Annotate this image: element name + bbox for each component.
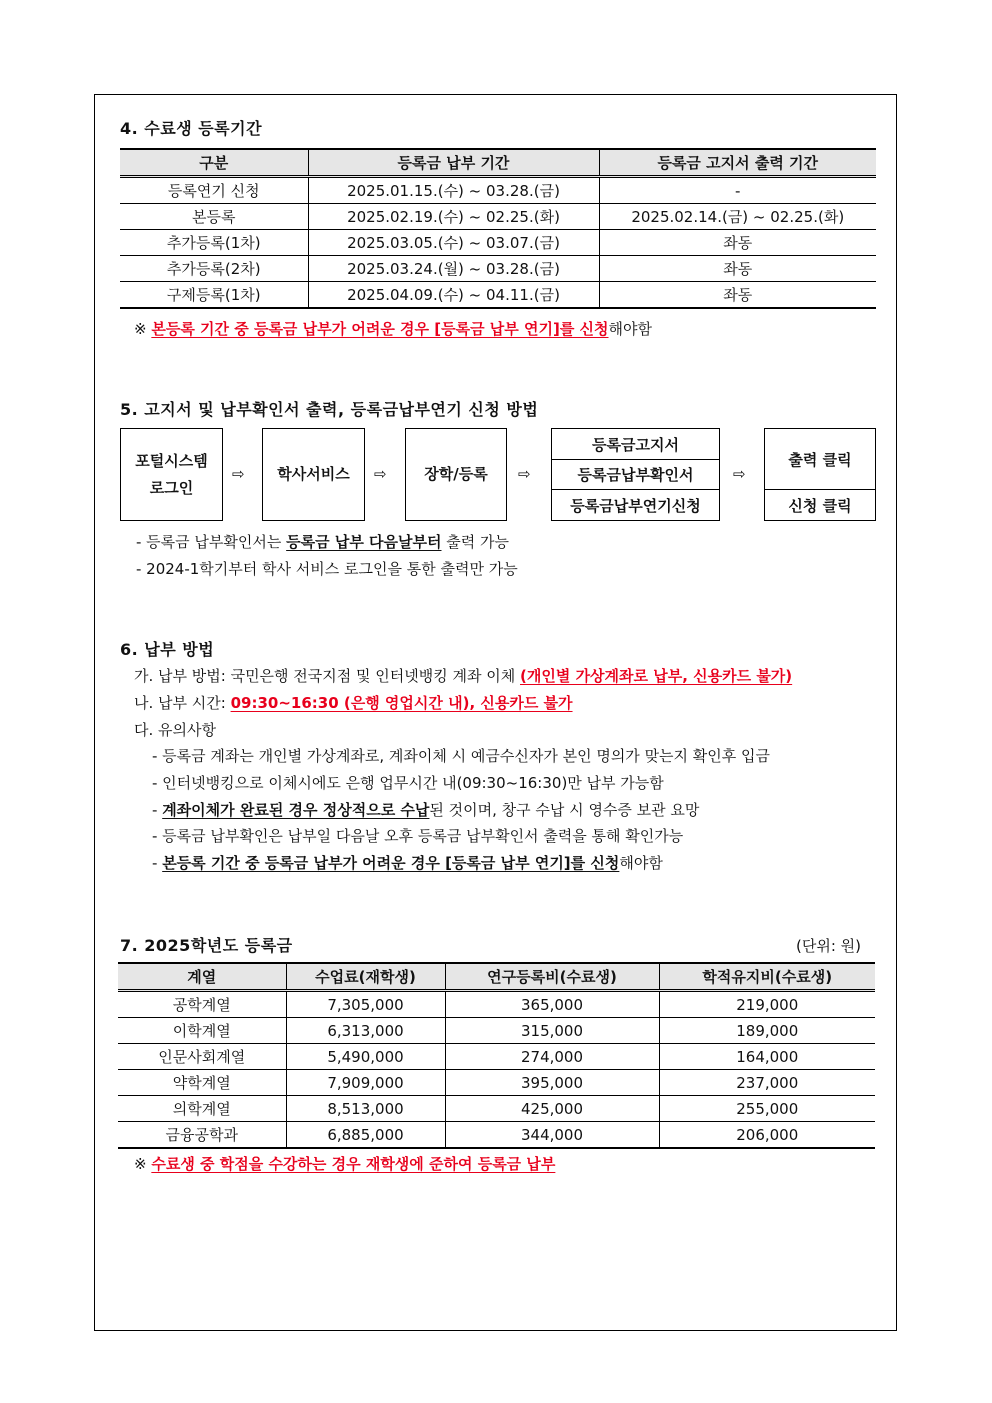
- right-arrow-icon: ⇨: [374, 465, 387, 483]
- table-cell: 6,313,000: [286, 1018, 445, 1044]
- table-cell: 274,000: [445, 1044, 659, 1070]
- table-cell: 8,513,000: [286, 1096, 445, 1122]
- document-options-box: [551, 428, 720, 521]
- payment-method-line: [134, 665, 792, 686]
- apply-click-label: 신청 클릭: [788, 496, 852, 515]
- tuition-table: [118, 962, 875, 1149]
- table-cell: 좌동: [599, 282, 876, 309]
- table-header: 학적유지비(수료생): [659, 963, 875, 991]
- table-cell: 구제등록(1차): [120, 282, 308, 309]
- notice-bullet: [152, 799, 699, 820]
- table-cell: 금융공학과: [118, 1122, 286, 1149]
- table-cell: 본등록: [120, 204, 308, 230]
- table-row: [118, 991, 875, 1018]
- notice-suffix: 된 것이며, 창구 수납 시 영수증 보관 요망: [429, 801, 700, 819]
- table-cell: 인문사회계열: [118, 1044, 286, 1070]
- table-cell: 255,000: [659, 1096, 875, 1122]
- note-mark: ※: [134, 320, 152, 338]
- note-suffix: 해야함: [608, 320, 652, 338]
- table-cell: 7,909,000: [286, 1070, 445, 1096]
- table-header-row: [120, 149, 876, 177]
- table-header: 등록금 고지서 출력 기간: [599, 149, 876, 177]
- table-cell: 의학계열: [118, 1096, 286, 1122]
- section5-bullet2: - 2024-1학기부터 학사 서비스 로그인을 통한 출력만 가능: [136, 560, 518, 578]
- table-cell: 공학계열: [118, 991, 286, 1018]
- notice-bullet: [152, 852, 663, 873]
- table-header: 계열: [118, 963, 286, 991]
- table-cell: 약학계열: [118, 1070, 286, 1096]
- portal-login-box: [120, 428, 223, 521]
- table-cell: 추가등록(2차): [120, 256, 308, 282]
- table-cell: 189,000: [659, 1018, 875, 1044]
- bullet1-emphasis: 등록금 납부 다음날부터: [286, 533, 442, 551]
- table-row: [118, 1096, 875, 1122]
- notice-emphasis: 계좌이체가 완료된 경우 정상적으로 수납: [162, 801, 430, 819]
- payment-method-text: 가. 납부 방법: 국민은행 전국지점 및 인터넷뱅킹 계좌 이체: [134, 667, 521, 685]
- right-arrow-icon: ⇨: [232, 465, 245, 483]
- table-cell: 추가등록(1차): [120, 230, 308, 256]
- table-cell: 2025.04.09.(수) ~ 04.11.(금): [308, 282, 599, 309]
- scholarship-registration-box: 장학/등록: [405, 428, 507, 521]
- notice-bullet: - 등록금 계좌는 개인별 가상계좌로, 계좌이체 시 예금수신자가 본인 명의가 맞는지 확인후 입금: [152, 747, 771, 765]
- option-payment-confirmation: 등록금납부확인서: [552, 460, 719, 490]
- bullet-dash: -: [152, 801, 163, 819]
- payment-method-highlight: (개인별 가상계좌로 납부, 신용카드 불가): [520, 667, 793, 685]
- table-row: [118, 1070, 875, 1096]
- table-row: [118, 1122, 875, 1149]
- section4-title: 4. 수료생 등록기간: [120, 119, 263, 138]
- table-cell: 7,305,000: [286, 991, 445, 1018]
- print-click-label: 출력 클릭: [765, 429, 875, 490]
- bullet1-prefix: - 등록금 납부확인서는: [136, 533, 287, 551]
- table-cell: 좌동: [599, 256, 876, 282]
- table-cell: 164,000: [659, 1044, 875, 1070]
- option-payment-deferral: 등록금납부연기신청: [570, 496, 701, 515]
- notice-heading: 다. 유의사항: [134, 721, 216, 739]
- table-cell: 5,490,000: [286, 1044, 445, 1070]
- table-cell: 2025.02.19.(수) ~ 02.25.(화): [308, 204, 599, 230]
- section5-title: 5. 고지서 및 납부확인서 출력, 등록금납부연기 신청 방법: [120, 400, 539, 419]
- portal-login-line2: 로그인: [149, 478, 194, 497]
- notice-bullet: - 등록금 납부확인은 납부일 다음날 오후 등록금 납부확인서 출력을 통해 확인가능: [152, 827, 684, 845]
- table-cell: -: [599, 177, 876, 204]
- table-header: 등록금 납부 기간: [308, 149, 599, 177]
- table-header: 연구등록비(수료생): [445, 963, 659, 991]
- table-cell: 이학계열: [118, 1018, 286, 1044]
- academic-service-box: 학사서비스: [262, 428, 365, 521]
- note-mark: ※: [134, 1155, 152, 1173]
- table-cell: 425,000: [445, 1096, 659, 1122]
- table-header-row: [118, 963, 875, 991]
- section7-note: [134, 1153, 555, 1174]
- action-box: [764, 428, 876, 521]
- table-cell: 365,000: [445, 991, 659, 1018]
- table-row: [120, 204, 876, 230]
- notice-suffix: 해야함: [619, 854, 663, 872]
- table-cell: 395,000: [445, 1070, 659, 1096]
- table-cell: 315,000: [445, 1018, 659, 1044]
- table-cell: 2025.02.14.(금) ~ 02.25.(화): [599, 204, 876, 230]
- right-arrow-icon: ⇨: [733, 465, 746, 483]
- table-row: [120, 177, 876, 204]
- table-header: 구분: [120, 149, 308, 177]
- section7-title: 7. 2025학년도 등록금: [120, 936, 293, 955]
- table-row: [120, 282, 876, 309]
- table-cell: 2025.03.24.(월) ~ 03.28.(금): [308, 256, 599, 282]
- section6-title: 6. 납부 방법: [120, 640, 215, 659]
- section5-bullet1: [136, 531, 509, 552]
- registration-period-table: [120, 148, 876, 309]
- bullet1-suffix: 출력 가능: [441, 533, 509, 551]
- table-row: [118, 1018, 875, 1044]
- payment-time-line: [134, 692, 573, 713]
- notice-emphasis: 본등록 기간 중 등록금 납부가 어려운 경우 [등록금 납부 연기]를 신청: [162, 854, 620, 872]
- table-cell: 219,000: [659, 991, 875, 1018]
- table-cell: 2025.03.05.(수) ~ 03.07.(금): [308, 230, 599, 256]
- unit-label: (단위: 원): [796, 937, 861, 955]
- table-header: 수업료(재학생): [286, 963, 445, 991]
- table-cell: 6,885,000: [286, 1122, 445, 1149]
- table-cell: 좌동: [599, 230, 876, 256]
- note-highlight: 본등록 기간 중 등록금 납부가 어려운 경우 [등록금 납부 연기]를 신청: [151, 320, 609, 338]
- table-cell: 237,000: [659, 1070, 875, 1096]
- right-arrow-icon: ⇨: [518, 465, 531, 483]
- payment-time-highlight: 09:30~16:30 (은행 영업시간 내), 신용카드 불가: [230, 694, 573, 712]
- note-highlight: 수료생 중 학점을 수강하는 경우 재학생에 준하여 등록금 납부: [151, 1155, 556, 1173]
- table-row: [120, 230, 876, 256]
- table-cell: 2025.01.15.(수) ~ 03.28.(금): [308, 177, 599, 204]
- table-cell: 344,000: [445, 1122, 659, 1149]
- payment-time-text: 나. 납부 시간:: [134, 694, 231, 712]
- bullet-dash: -: [152, 854, 163, 872]
- table-row: [120, 256, 876, 282]
- section4-note: [134, 318, 652, 339]
- table-cell: 206,000: [659, 1122, 875, 1149]
- option-invoice: 등록금고지서: [552, 429, 719, 460]
- table-row: [118, 1044, 875, 1070]
- notice-bullet: - 인터넷뱅킹으로 이체시에도 은행 업무시간 내(09:30~16:30)만 납부 가능함: [152, 774, 664, 792]
- portal-login-line1: 포털시스템: [135, 451, 208, 470]
- table-cell: 등록연기 신청: [120, 177, 308, 204]
